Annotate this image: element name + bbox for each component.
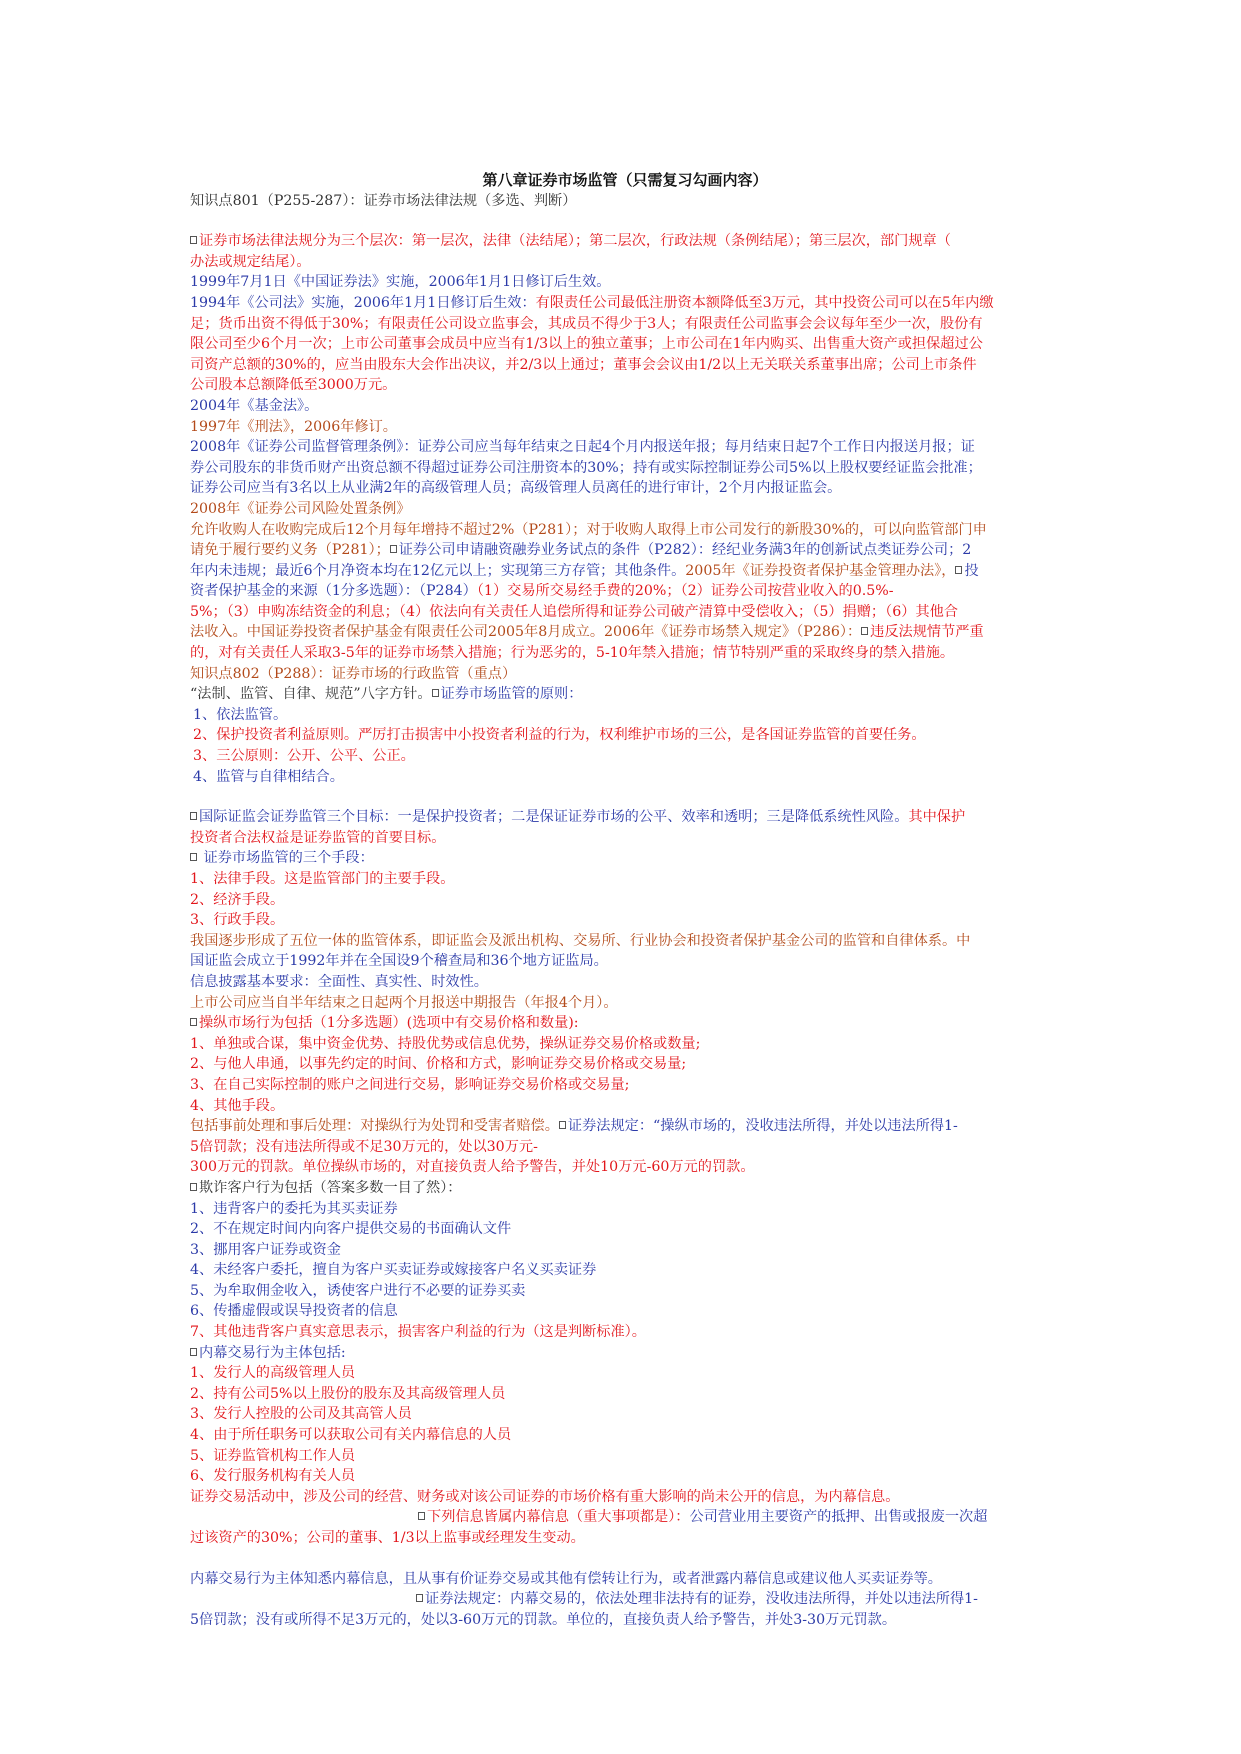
checkbox-icon <box>190 1183 197 1191</box>
paragraph-iosco-goals-b: 投资者合法权益是证券监管的首要目标。 <box>190 829 446 846</box>
knowledge-point-801: 知识点801（P255-287）：证券市场法律法规（多选、判断） <box>190 192 577 209</box>
paragraph-insider-penalty: 证券法规定：内幕交易的，依法处理非法持有的证券，没收违法所得，并处以违法所得1- <box>190 1589 1060 1610</box>
list-item: 1、依法监管。 <box>193 706 288 723</box>
page-title: 第八章证券市场监管（只需复习勾画内容） <box>482 171 768 189</box>
list-item: 5、证券监管机构工作人员 <box>190 1447 356 1464</box>
checkbox-icon <box>861 627 868 635</box>
list-item: 3、挪用客户证券或资金 <box>190 1241 341 1258</box>
paragraph-criminal-law: 1997年《刑法》，2006年修订。 <box>190 418 397 435</box>
paragraph-insider-penalty-b: 5倍罚款；没有或所得不足3万元的，处以3-60万元的罚款。单位的，直接负责人给予警告，并处3-30万元罚款。 <box>190 1611 897 1628</box>
list-item: 4、监管与自律相结合。 <box>193 768 344 785</box>
paragraph-market-ban-b: 的，对有关责任人采取3-5年的证券市场禁入措施；行为恶劣的，5-10年禁入措施；情节特别严重的采取终身的禁入措施。 <box>190 645 955 662</box>
list-item: 1、发行人的高级管理人员 <box>190 1365 356 1382</box>
paragraph-protection-fund-b: 5%；（3）申购冻结资金的利息；（4）依法向有关责任人追偿所得和证券公司破产清算中受偿收入；（5）捐赠；（6）其他合 <box>190 603 958 620</box>
paragraph-company-law-d: 司资产总额的30%的，应当由股东大会作出决议，并2/3以上通过；董事会会议由1/2以上无关联关系董事出席；公司上市条件 <box>190 356 977 373</box>
paragraph-insider-info-list: 下列信息皆属内幕信息（重大事项都是）：公司营业用主要资产的抵押、出售或报废一次超 <box>190 1507 1060 1528</box>
list-item: 3、在自己实际控制的账户之间进行交易，影响证券交易价格或交易量; <box>190 1076 630 1093</box>
checkbox-icon <box>190 853 197 861</box>
paragraph-market-ban: 法收入。中国证券投资者保护基金有限责任公司2005年8月成立。2006年《证券市场禁入规定》（P286）： 违反法规情节严重 <box>190 624 984 641</box>
checkbox-icon <box>432 689 439 697</box>
checkbox-icon <box>416 1594 423 1602</box>
fraud-title: 欺诈客户行为包括（答案多数一目了然）： <box>190 1178 1060 1199</box>
paragraph-company-law-b: 足；货币出资不得低于30%；有限责任公司设立监事会，其成员不得少于3人；有限责任公司监事会会议每年至少一次，股份有 <box>190 315 983 332</box>
checkbox-icon <box>390 545 397 553</box>
paragraph-risk-regulation: 2008年《证券公司风险处置条例》 <box>190 500 411 517</box>
paragraph-disclosure: 信息披露基本要求：全面性、真实性、时效性。 <box>190 973 488 990</box>
paragraph-manipulation-penalty-c: 300万元的罚款。单位操纵市场的，对直接负责人给予警告，并处10万元-60万元的罚款。 <box>190 1159 755 1176</box>
list-item: 4、由于所任职务可以获取公司有关内幕信息的人员 <box>190 1427 512 1444</box>
checkbox-icon <box>190 812 197 820</box>
paragraph-insider-info-list-b: 过该资产的30%；公司的董事、1/3以上监事或经理发生变动。 <box>190 1530 585 1546</box>
list-item: 1、单独或合谋，集中资金优势、持股优势或信息优势，操纵证券交易价格或数量; <box>190 1035 701 1052</box>
paragraph-protection-fund: 资者保护基金的来源（1分多选题）：（P284）（1）交易所交易经手费的20%；（2）证券公司按营业收入的0.5%- <box>190 583 894 600</box>
paragraph-interim-report: 上市公司应当自半年结束之日起两个月报送中期报告（年报4个月）。 <box>190 994 618 1011</box>
manipulation-title: 操纵市场行为包括（1分多选题）(选项中有交易价格和数量): <box>190 1013 1060 1034</box>
paragraph-supervision-regulation: 2008年《证券公司监督管理条例》：证券公司应当每年结束之日起4个月内报送年报；每月结束日起7个工作日内报送月报；证 <box>190 439 975 456</box>
list-item: 1、违背客户的委托为其买卖证券 <box>190 1200 398 1217</box>
paragraph-acquisition: 允许收购人在收购完成后12个月每年增持不超过2%（P281）；对于收购人取得上市公司发行的新股30%的，可以向监管部门申 <box>190 521 987 538</box>
paragraph-fund-law: 2004年《基金法》。 <box>190 397 319 414</box>
paragraph-acquisition-b: 请免于履行要约义务（P281）； 证券公司申请融资融券业务试点的条件（P282）：经纪业务满3年的创新试点类证券公司；2 <box>190 542 972 559</box>
paragraph-supervision-system-b: 国证监会成立于1992年并在全国设9个稽查局和36个地方证监局。 <box>190 953 608 970</box>
checkbox-icon <box>190 1348 197 1356</box>
list-item: 4、其他手段。 <box>190 1097 285 1114</box>
list-item: 1、法律手段。这是监管部门的主要手段。 <box>190 871 455 887</box>
document-body <box>190 170 1060 1630</box>
knowledge-point-802: 知识点802（P288）：证券市场的行政监管（重点） <box>190 665 517 682</box>
paragraph-law-levels-cont: 办法或规定结尾）。 <box>190 253 311 270</box>
list-item: 7、其他违背客户真实意思表示，损害客户利益的行为（这是判断标准）。 <box>190 1324 646 1341</box>
paragraph-securities-law: 1999年7月1日《中国证券法》实施，2006年1月1日修订后生效。 <box>190 274 611 291</box>
checkbox-icon <box>190 1018 197 1026</box>
paragraph-manipulation-penalty: 包括事前处理和事后处理：对操纵行为处罚和受害者赔偿。 证券法规定：“操纵市场的，没收违法所得，并处以违法所得1- <box>190 1118 958 1135</box>
means-title: 证券市场监管的三个手段： <box>190 848 1060 869</box>
list-item: 6、发行服务机构有关人员 <box>190 1468 356 1485</box>
list-item: 2、不在规定时间内向客户提供交易的书面确认文件 <box>190 1221 512 1238</box>
list-item: 6、传播虚假或误导投资者的信息 <box>190 1303 398 1320</box>
paragraph-company-law-e: 公司股本总额降低至3000万元。 <box>190 377 397 394</box>
paragraph-iosco-goals: 国际证监会证券监管三个目标：一是保护投资者；二是保证证券市场的公平、效率和透明；三是降低系统性风险。其中保护 <box>190 807 1060 828</box>
paragraph-company-law-c: 限公司至少6个月一次；上市公司董事会成员中应当有1/3以上的独立董事；上市公司在1年内购买、出售重大资产或担保超过公 <box>190 336 983 353</box>
checkbox-icon <box>955 566 962 574</box>
paragraph-insider-info: 证券交易活动中，涉及公司的经营、财务或对该公司证券的市场价格有重大影响的尚未公开的信息，为内幕信息。 <box>190 1488 900 1505</box>
insider-title: 内幕交易行为主体包括: <box>190 1343 1060 1364</box>
paragraph-manipulation-penalty-b: 5倍罚款；没有违法所得或不足30万元的，处以30万元- <box>190 1138 538 1155</box>
list-item: 5、为牟取佣金收入，诱使客户进行不必要的证券买卖 <box>190 1282 526 1299</box>
list-item: 3、行政手段。 <box>190 912 285 929</box>
checkbox-icon <box>559 1121 566 1129</box>
list-item: 2、持有公司5%以上股份的股东及其高级管理人员 <box>190 1385 506 1402</box>
paragraph-principles: “法制、监管、自律、规范”八字方针。 证券市场监管的原则： <box>190 686 583 703</box>
list-item: 2、与他人串通，以事先约定的时间、价格和方式，影响证券交易价格或交易量; <box>190 1056 687 1073</box>
paragraph-supervision-regulation-c: 证券公司应当有3名以上从业满2年的高级管理人员；高级管理人员离任的进行审计，2个月内报证监会。 <box>190 480 842 497</box>
paragraph-supervision-system: 我国逐步形成了五位一体的监管体系，即证监会及派出机构、交易所、行业协会和投资者保护基金公司的监管和自律体系。中 <box>190 932 971 949</box>
paragraph-supervision-regulation-b: 券公司股东的非货币财产出资总额不得超过证券公司注册资本的30%；持有或实际控制证券公司5%以上股权要经证监会批准； <box>190 459 982 476</box>
list-item: 4、未经客户委托，擅自为客户买卖证券或嫁接客户名义买卖证券 <box>190 1262 597 1279</box>
list-item: 2、保护投资者利益原则。严厉打击损害中小投资者利益的行为，权利维护市场的三公，是各国证券监管的首要任务。 <box>193 727 926 744</box>
list-item: 3、三公原则：公开、公平、公正。 <box>193 748 415 765</box>
paragraph-margin-trading: 年内未违规；最近6个月净资本均在12亿元以上；实现第三方存管；其他条件。2005年《证券投资者保护基金管理办法》， 投 <box>190 562 979 579</box>
paragraph-law-levels: 证券市场法律法规分为三个层次：第一层次，法律（法结尾）；第二层次，行政法规（条例结尾）；第三层次，部门规章（ <box>190 231 1060 252</box>
paragraph-company-law: 1994年《公司法》实施，2006年1月1日修订后生效：有限责任公司最低注册资本额降低至3万元，其中投资公司可以在5年内缴 <box>190 294 994 311</box>
list-item: 2、经济手段。 <box>190 891 285 908</box>
list-item: 3、发行人控股的公司及其高管人员 <box>190 1406 412 1423</box>
checkbox-icon <box>418 1512 425 1520</box>
checkbox-icon <box>190 236 197 244</box>
paragraph-insider-trading: 内幕交易行为主体知悉内幕信息，且从事有价证券交易或其他有偿转让行为，或者泄露内幕信息或建议他人买卖证券等。 <box>190 1570 942 1587</box>
